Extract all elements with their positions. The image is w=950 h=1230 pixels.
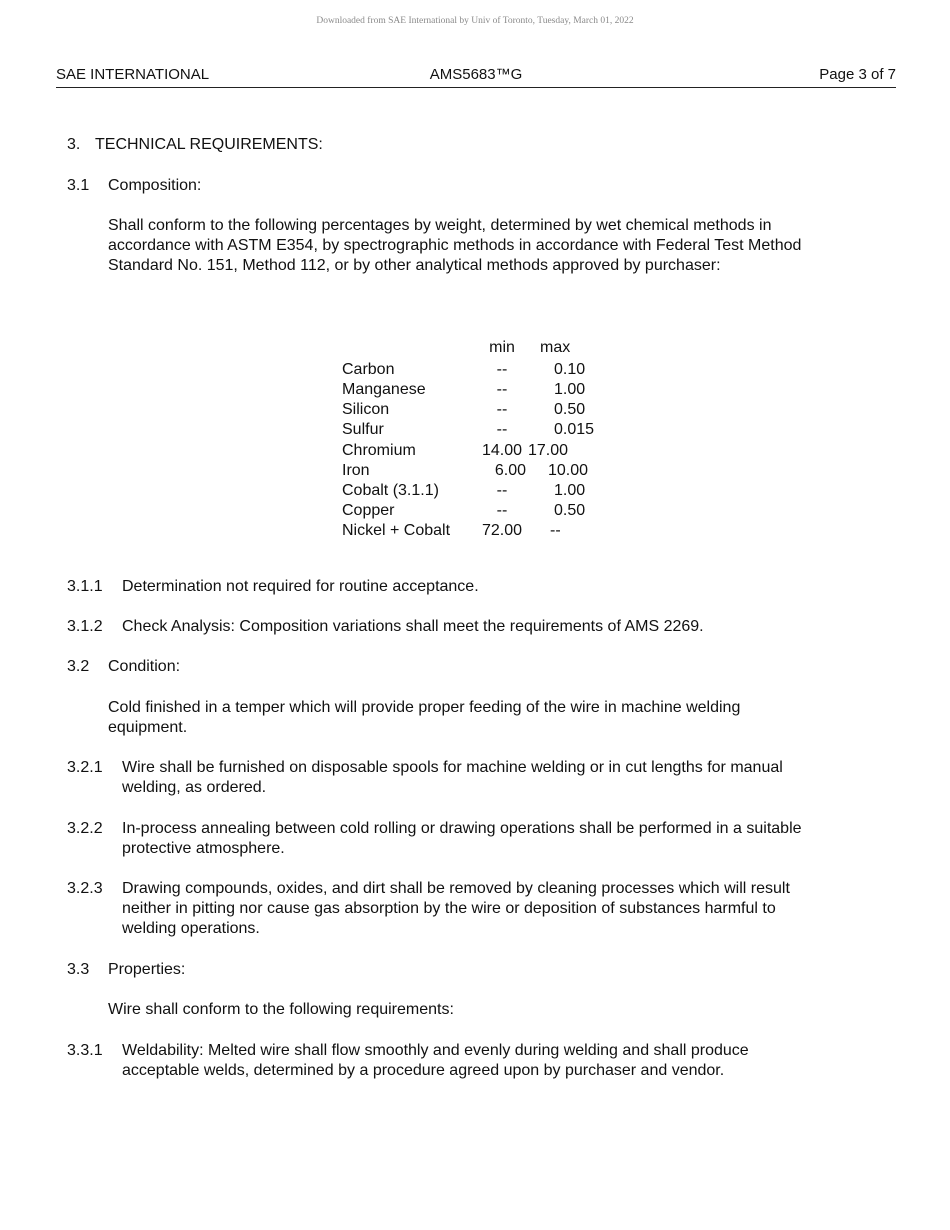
table-row xyxy=(342,501,616,521)
header-document-id: AMS5683™G xyxy=(429,66,523,83)
section-3-2-1-text xyxy=(122,758,783,798)
element-min: -- xyxy=(496,481,508,499)
element-max: 1.00 xyxy=(554,381,586,399)
element-name: Silicon xyxy=(342,401,390,419)
element-min: -- xyxy=(496,501,508,519)
body-line: Standard No. 151, Method 112, or by other analytical methods approved by purchaser: xyxy=(108,257,721,274)
section-3-number: 3. xyxy=(67,136,81,153)
element-name: Copper xyxy=(342,501,395,519)
section-3-1-2-text: Check Analysis: Composition variations shall meet the requirements of AMS 2269. xyxy=(122,618,704,635)
element-name: Carbon xyxy=(342,361,395,379)
body-line: Drawing compounds, oxides, and dirt shall be removed by cleaning processes which will result xyxy=(122,880,790,897)
section-3-2-2-number: 3.2.2 xyxy=(67,820,103,837)
element-min: 72.00 xyxy=(481,521,523,539)
section-3-2-2-text xyxy=(122,819,802,859)
header-organization: SAE INTERNATIONAL xyxy=(56,66,210,83)
element-name: Chromium xyxy=(342,441,416,459)
element-max: 10.00 xyxy=(548,461,589,479)
body-line: Weldability: Melted wire shall flow smoothly and evenly during welding and shall produce xyxy=(122,1042,749,1059)
body-line: equipment. xyxy=(108,719,188,736)
table-row xyxy=(342,481,616,501)
section-3-3-1-number: 3.3.1 xyxy=(67,1042,103,1059)
download-watermark: Downloaded from SAE International by Univ of Toronto, Tuesday, March 01, 2022 xyxy=(316,16,634,26)
body-line: welding, as ordered. xyxy=(122,779,267,796)
table-row xyxy=(342,360,616,380)
section-3-1-1-number: 3.1.1 xyxy=(67,578,103,595)
element-min: 6.00 xyxy=(494,461,526,479)
element-name: Nickel + Cobalt xyxy=(342,521,451,539)
element-name: Sulfur xyxy=(342,421,384,439)
element-max: -- xyxy=(550,521,561,539)
element-name: Cobalt (3.1.1) xyxy=(342,481,439,499)
section-3-3-number: 3.3 xyxy=(67,961,90,978)
table-row xyxy=(342,461,616,481)
section-3-title: TECHNICAL REQUIREMENTS: xyxy=(95,136,323,153)
body-line: protective atmosphere. xyxy=(122,840,285,857)
section-3-3-1-text xyxy=(122,1041,749,1081)
element-max: 0.50 xyxy=(554,501,586,519)
element-name: Manganese xyxy=(342,381,426,399)
table-row xyxy=(342,400,616,420)
section-3-2-body xyxy=(108,698,740,738)
table-row xyxy=(342,380,616,400)
body-line: acceptable welds, determined by a procedure agreed upon by purchaser and vendor. xyxy=(122,1062,725,1079)
header-max: max xyxy=(540,339,571,357)
section-3-2-number: 3.2 xyxy=(67,658,90,675)
header-page-number: Page 3 of 7 xyxy=(819,66,896,83)
composition-table xyxy=(342,338,616,541)
section-3-1-1-text: Determination not required for routine acceptance. xyxy=(122,578,479,595)
section-3-1-body xyxy=(108,216,801,276)
page-header xyxy=(56,66,896,88)
element-min: 14.00 xyxy=(481,441,523,459)
table-row xyxy=(342,440,616,460)
body-line: Cold finished in a temper which will provide proper feeding of the wire in machine welding xyxy=(108,699,741,716)
body-line: Wire shall be furnished on disposable spools for machine welding or in cut lengths for manual xyxy=(122,759,783,776)
element-min: -- xyxy=(496,361,508,379)
section-3-1-title: Composition: xyxy=(108,177,202,194)
element-min: -- xyxy=(496,401,508,419)
section-3-3-title: Properties: xyxy=(108,961,186,978)
section-3-2-3-text xyxy=(122,879,790,939)
element-min: -- xyxy=(496,421,508,439)
table-row xyxy=(342,521,616,541)
header-element xyxy=(342,338,478,360)
element-max: 0.015 xyxy=(554,421,595,439)
section-3-2-3-number: 3.2.3 xyxy=(67,880,103,897)
body-line: neither in pitting nor cause gas absorption by the wire or deposition of substances harmful to xyxy=(122,900,776,917)
section-3-2-1-number: 3.2.1 xyxy=(67,759,103,776)
element-name: Iron xyxy=(342,461,370,479)
header-min: min xyxy=(489,339,515,357)
section-3-2-title: Condition: xyxy=(108,658,181,675)
body-line: In-process annealing between cold rolling or drawing operations shall be performed in a suitable xyxy=(122,820,802,837)
element-max: 0.50 xyxy=(554,401,586,419)
element-max: 17.00 xyxy=(528,441,569,459)
body-line: accordance with ASTM E354, by spectrographic methods in accordance with Federal Test Method xyxy=(108,237,802,254)
section-3-1-2-number: 3.1.2 xyxy=(67,618,103,635)
body-line: Shall conform to the following percentages by weight, determined by wet chemical methods in xyxy=(108,217,772,234)
element-max: 1.00 xyxy=(554,481,586,499)
element-min: -- xyxy=(496,381,508,399)
body-line: welding operations. xyxy=(122,920,260,937)
table-row xyxy=(342,420,616,440)
composition-header-row xyxy=(342,338,616,360)
section-3-1-number: 3.1 xyxy=(67,177,90,194)
section-3-3-body: Wire shall conform to the following requirements: xyxy=(108,1001,454,1018)
element-max: 0.10 xyxy=(554,361,586,379)
